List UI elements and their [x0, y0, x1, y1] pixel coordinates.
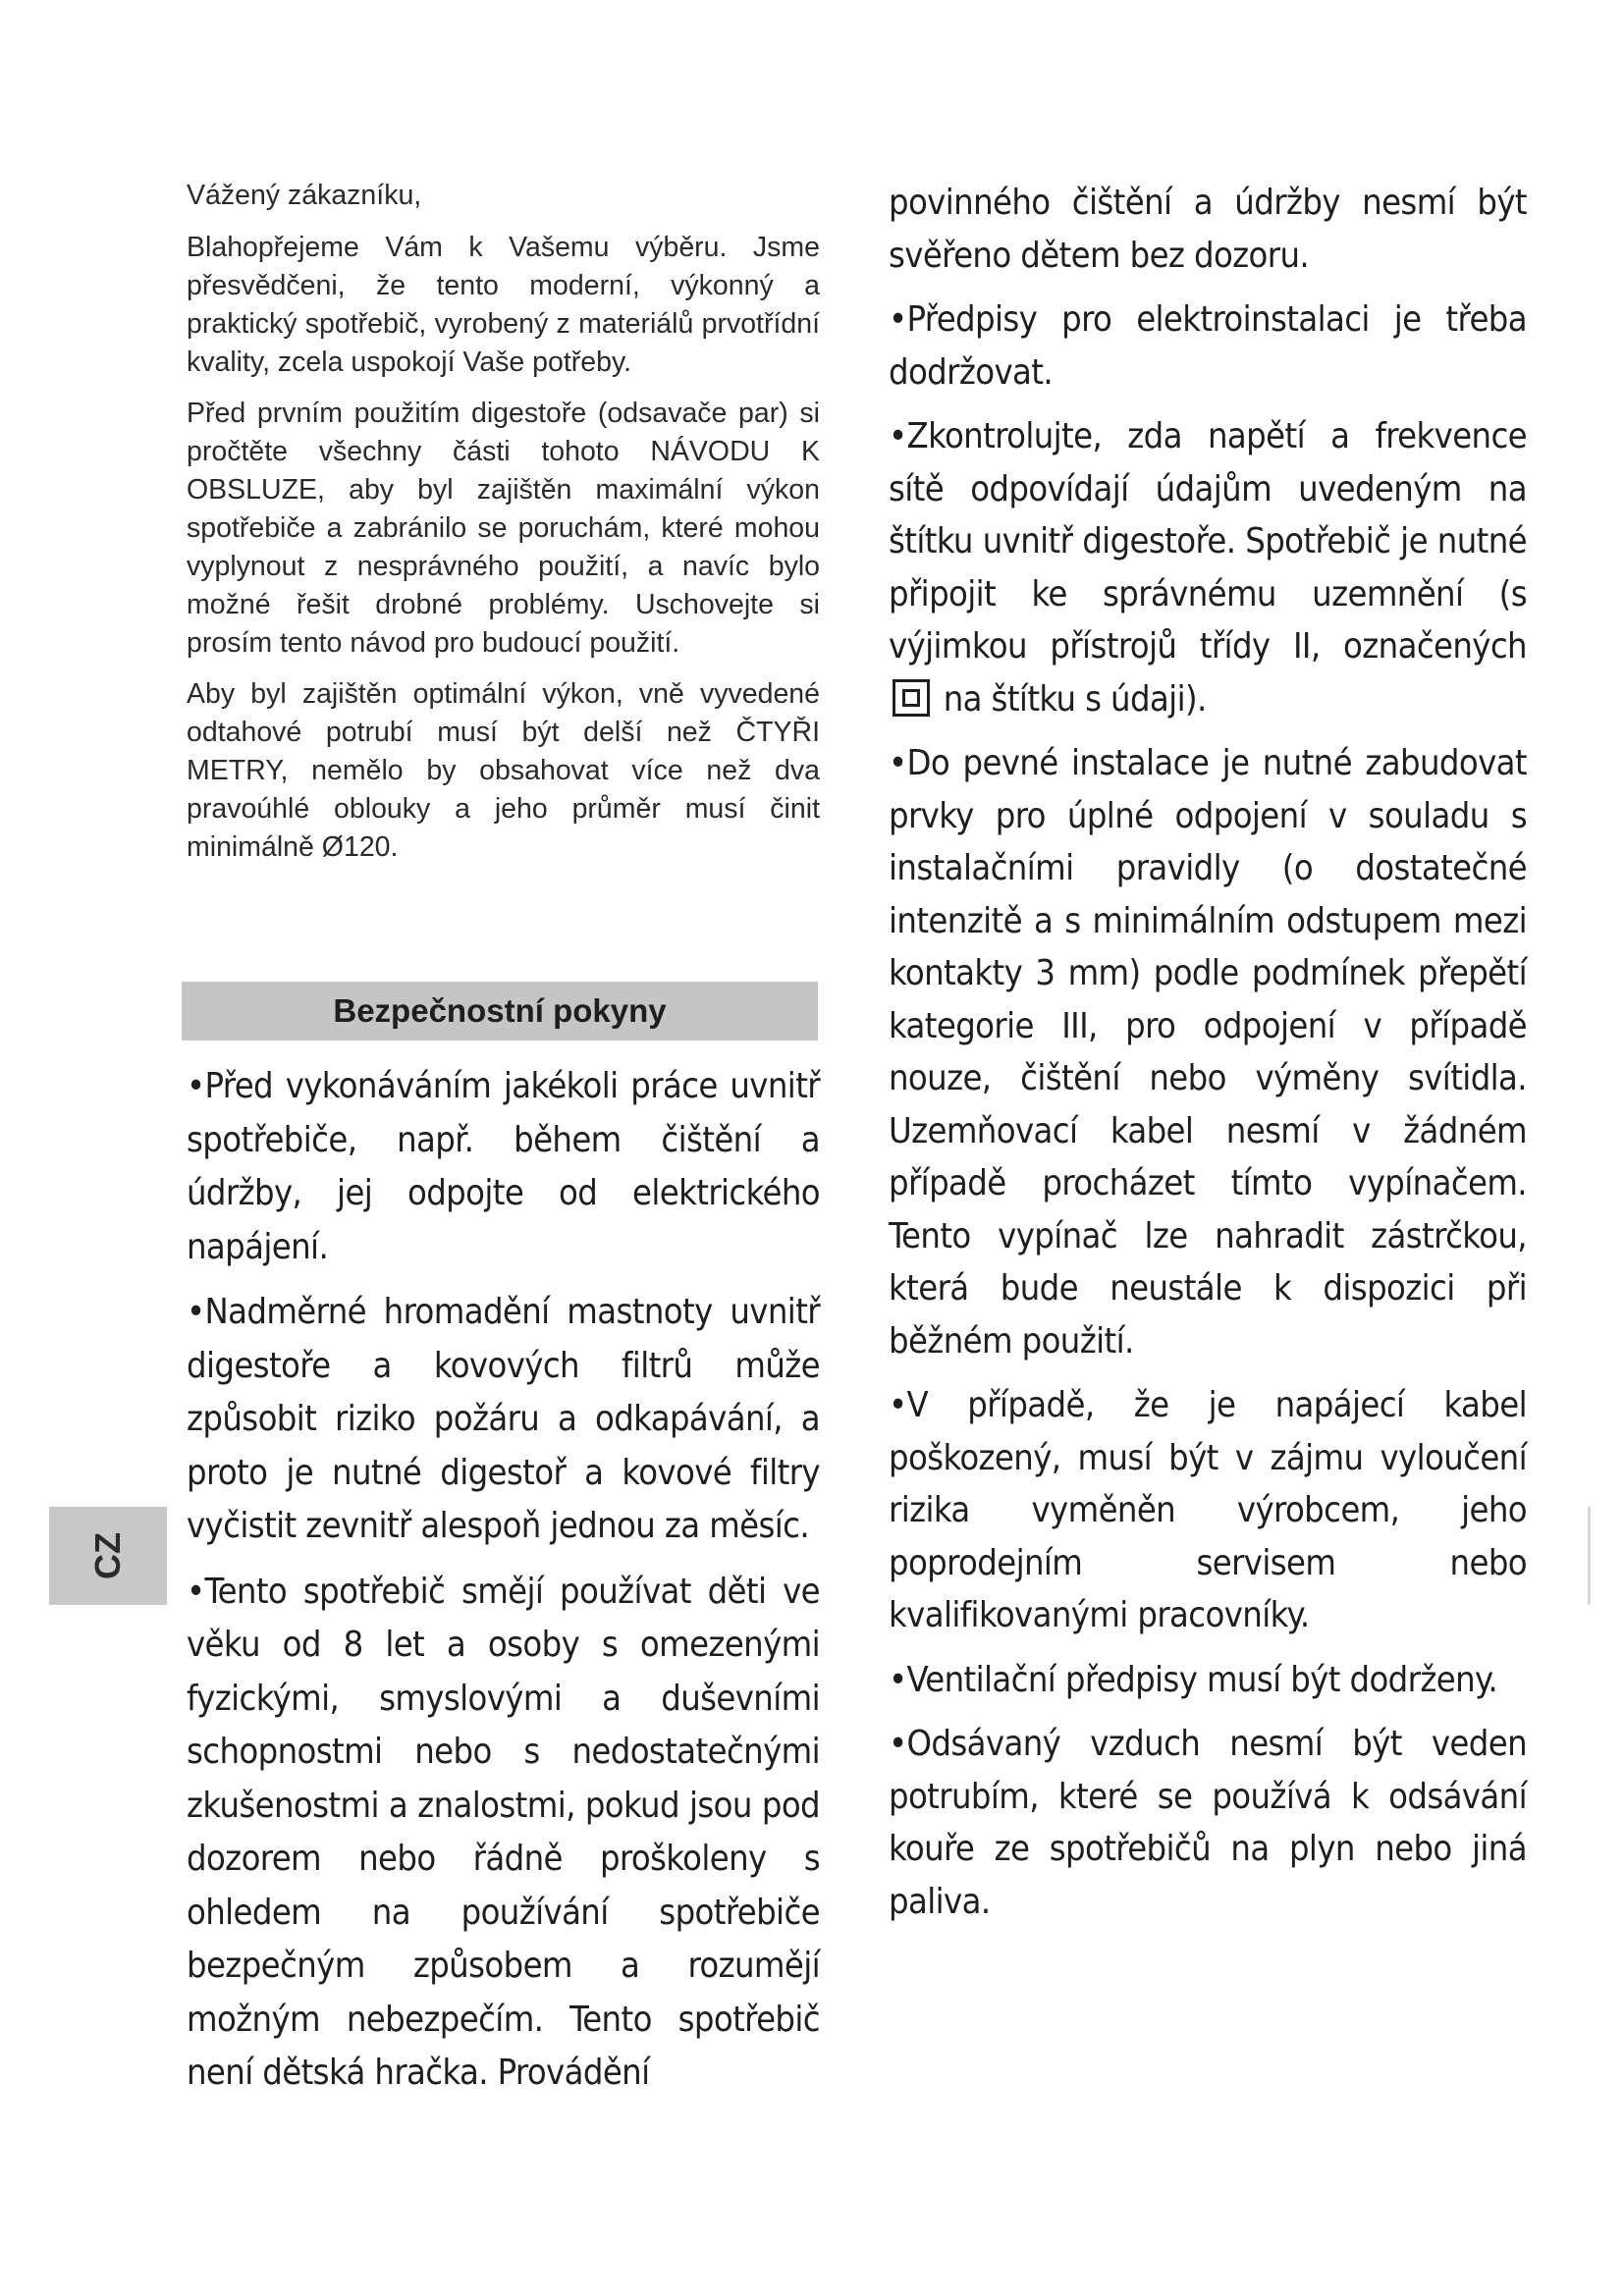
language-tab-label: CZ	[87, 1532, 128, 1579]
safety-bullet-voltage	[889, 410, 1527, 725]
safety-bullet-disconnect: •Před vykonáváním jakékoli práce uvnitř spotřebiče, např. během čištění a údržby, jej odpojte od elektrického napájení.	[187, 1066, 820, 1267]
safety-heading: Bezpečnostní pokyny	[333, 992, 667, 1029]
safety-bullet-power-cable: •V případě, že je napájecí kabel poškozený, musí být v zájmu vyloučení rizika vyměněn výrobcem, jeho poprodejním servisem nebo kvalifikovanými pracovníky.	[889, 1385, 1527, 1635]
voltage-text-before: •Zkontrolujte, zda napětí a frekvence sítě odpovídají údajům uvedeným na štítku uvnitř digestoře. Spotřebič je nutné připojit ke správnému uzemnění (s výjimkou přístrojů třídy II, označených	[889, 416, 1527, 667]
intro-section	[187, 177, 820, 880]
safety-bullet-fixed-installation: •Do pevné instalace je nutné zabudovat prvky pro úplné odpojení v souladu s instalačními pravidly (o dostatečné intenzitě a s minimálním odstupem mezi kontakty 3 mm) podle podmínek přepětí kategorie III, pro odpojení v případě nouze, čištění nebo výměny svítidla. Uzemňovací kabel nesmí v žádném případě procházet tímto vypínačem. Tento vypínač lze nahradit zástrčkou, která bude neustále k dispozici při běžném použití.	[889, 743, 1527, 1362]
safety-left-column	[187, 1060, 820, 2112]
greeting: Vážený zákazníku,	[187, 180, 422, 211]
page-edge-rule	[1588, 1507, 1591, 1605]
safety-bullet-exhaust-air: •Odsávaný vzduch nesmí být veden potrubím, které se používá k odsávání kouře ze spotřebičů na plyn nebo jiná paliva.	[889, 1724, 1527, 1922]
safety-heading-bar	[182, 982, 818, 1041]
safety-bullet-ventilation: •Ventilační předpisy musí být dodrženy.	[889, 1659, 1498, 1700]
safety-continuation: povinného čištění a údržby nesmí být svěřeno dětem bez dozoru.	[889, 183, 1527, 276]
language-tab	[49, 1507, 167, 1605]
intro-paragraph-congrats: Blahopřejeme Vám k Vašemu výběru. Jsme přesvědčeni, že tento moderní, výkonný a praktický spotřebič, vyrobený z materiálů prvotřídní kvality, zcela uspokojí Vaše potřeby.	[187, 232, 820, 378]
class-ii-double-square-icon	[893, 679, 930, 717]
safety-bullet-children: •Tento spotřebič smějí používat děti ve věku od 8 let a osoby s omezenými fyzickými, smyslovými a duševními schopnostmi nebo s nedostatečnými zkušenostmi a znalostmi, pokud jsou pod dozorem nebo řádně proškoleny s ohledem na používání spotřebiče bezpečným způsobem a rozumějí možným nebezpečím. Tento spotřebič není dětská hračka. Provádění	[187, 1571, 820, 2093]
voltage-text-after: na štítku s údaji).	[943, 678, 1207, 720]
intro-paragraph-read-manual: Před prvním použitím digestoře (odsavače par) si pročtěte všechny části tohoto NÁVODU K OBSLUZE, aby byl zajištěn maximální výkon spotřebiče a zabránilo se poruchám, které mohou vyplynout z nesprávného použití, a navíc bylo možné řešit drobné problémy. Uschovejte si prosím tento návod pro budoucí použití.	[187, 398, 820, 659]
safety-right-column	[889, 177, 1527, 1940]
safety-bullet-grease: •Nadměrné hromadění mastnoty uvnitř digestoře a kovových filtrů může způsobit riziko požáru a odkapávání, a proto je nutné digestoř a kovové filtry vyčistit zevnitř alespoň jednou za měsíc.	[187, 1292, 820, 1546]
intro-paragraph-duct: Aby byl zajištěn optimální výkon, vně vyvedené odtahové potrubí musí být delší než ČTYŘI METRY, nemělo by obsahovat více než dva pravoúhlé oblouky a jeho průměr musí činit minimálně Ø120.	[187, 678, 820, 863]
safety-bullet-regulations: •Předpisy pro elektroinstalaci je třeba dodržovat.	[889, 299, 1527, 393]
